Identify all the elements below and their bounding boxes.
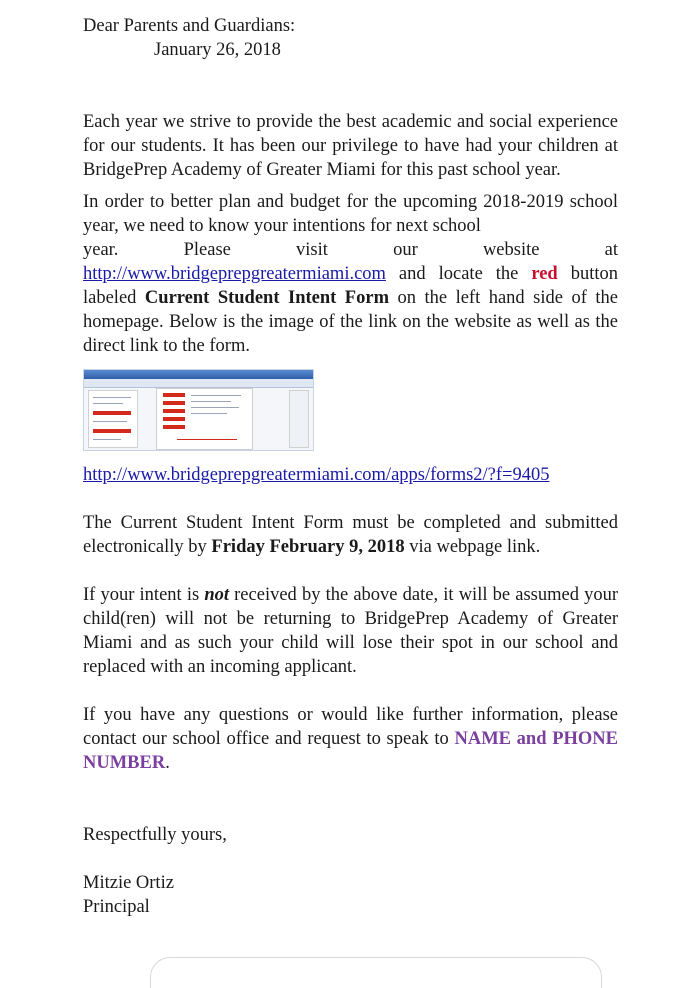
red-underline <box>177 439 237 440</box>
red-button-shape <box>163 409 185 413</box>
paragraph-contact <box>83 703 618 775</box>
deadline-date: Friday February 9, 2018 <box>211 537 405 557</box>
visit-word: year. <box>83 240 119 260</box>
visit-word: visit <box>296 240 328 260</box>
intent-text-3: button labeled <box>83 264 618 308</box>
paragraph-intro: Each year we strive to provide the best academic and social experience for our students. It has been our privilege to have had your children at BridgePrep Academy of Greater Miami for this past school year. <box>83 112 618 180</box>
document-page <box>156 388 253 450</box>
side-pane <box>289 390 309 448</box>
window-ribbon <box>84 379 313 388</box>
paragraph-intent <box>83 190 618 358</box>
intent-text-4: on the left hand side of the homepage. Below is the image of the link on the website as well as the direct link to the form. <box>83 288 618 356</box>
warning-emphasis: not <box>204 585 229 605</box>
red-button-shape <box>93 429 131 433</box>
nav-pane <box>88 390 138 448</box>
bottom-overlay-edge <box>150 957 602 988</box>
red-word: red <box>531 264 558 284</box>
contact-placeholder: NAME and PHONE NUMBER <box>83 729 618 773</box>
red-button-shape <box>163 425 185 429</box>
intent-text-1: In order to better plan and budget for the upcoming 2018-2019 school year, we need to know your intentions for next school <box>83 192 618 236</box>
form-link-paragraph <box>83 463 618 487</box>
letter <box>83 14 618 919</box>
text-line <box>191 413 227 414</box>
signature-name: Mitzie Ortiz <box>83 873 174 893</box>
visit-line <box>83 238 618 262</box>
visit-word: website <box>482 240 540 260</box>
website-link[interactable]: http://www.bridgeprepgreatermiami.com <box>83 264 386 284</box>
contact-text-2: . <box>165 753 170 773</box>
deadline-text-1: The Current Student Intent Form must be completed and submitted electronically by <box>83 513 618 557</box>
text-line <box>191 401 231 402</box>
closing: Respectfully yours, <box>83 825 227 845</box>
warning-text-1: If your intent is <box>83 585 205 605</box>
salutation: Dear Parents and Guardians: <box>83 16 296 36</box>
deadline-text-2: via webpage link. <box>404 537 541 557</box>
text-line <box>93 403 123 404</box>
visit-word: at <box>604 240 618 260</box>
warning-text-2: received by the above date, it will be assumed your child(ren) will not be returning to BridgePrep Academy of Greater Miami and as such your child will lose their spot in our school and replaced with an incoming applicant. <box>83 585 619 677</box>
text-line <box>93 439 121 440</box>
website-screenshot-image <box>83 369 314 451</box>
visit-word: our <box>393 240 418 260</box>
button-name: Current Student Intent Form <box>144 288 389 308</box>
text-line <box>93 397 131 398</box>
letter-date: January 26, 2018 <box>154 40 281 60</box>
contact-text-1: If you have any questions or would like further information, please contact our school office and request to speak to <box>83 705 618 749</box>
paragraph-deadline <box>83 511 618 559</box>
signature-title: Principal <box>83 897 150 917</box>
text-line <box>191 407 239 408</box>
text-line <box>93 421 127 422</box>
text-line <box>191 395 241 396</box>
red-button-shape <box>163 417 185 421</box>
red-button-shape <box>163 393 185 397</box>
red-button-shape <box>93 411 131 415</box>
form-link[interactable]: http://www.bridgeprepgreatermiami.com/apps/forms2/?f=9405 <box>83 465 550 485</box>
intent-text-2: and locate the <box>385 264 532 284</box>
visit-word: Please <box>183 240 231 260</box>
paragraph-warning <box>83 583 618 679</box>
window-titlebar <box>84 370 313 379</box>
red-button-shape <box>163 401 185 405</box>
